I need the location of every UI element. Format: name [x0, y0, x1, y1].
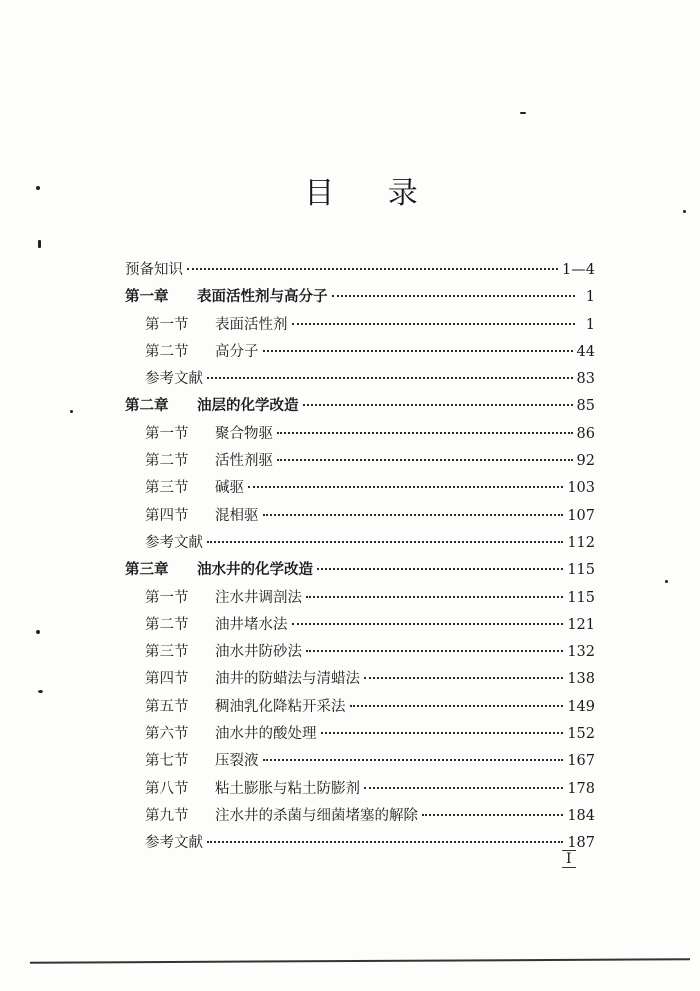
toc-entry-number: 第一节 — [145, 316, 189, 333]
toc-page-number: 107 — [567, 507, 595, 524]
toc-entry-title: 参考文献 — [145, 371, 203, 388]
toc-entry-label — [145, 340, 259, 361]
toc-entry-title: 油井堵水法 — [215, 616, 288, 633]
toc-section-entry[interactable] — [125, 640, 595, 667]
dot-leader — [303, 404, 573, 406]
toc-entry-title: 混相驱 — [215, 507, 259, 524]
toc-entry-title: 油层的化学改造 — [197, 397, 299, 415]
table-of-contents — [125, 258, 595, 859]
toc-entry-title: 注水井的杀菌与细菌堵塞的解除 — [215, 807, 418, 824]
toc-section-entry[interactable] — [125, 831, 595, 858]
dot-leader — [317, 568, 563, 570]
toc-entry-title: 油井的防蜡法与清蜡法 — [215, 671, 360, 688]
dot-leader — [292, 623, 564, 625]
toc-section-entry[interactable] — [125, 695, 595, 722]
dot-leader — [248, 486, 563, 488]
toc-page-number: 121 — [567, 616, 595, 633]
dot-leader — [207, 841, 563, 843]
toc-entry-label — [145, 640, 302, 661]
toc-page-number: 138 — [567, 671, 595, 688]
toc-entry-number: 第七节 — [145, 753, 189, 770]
toc-entry-label — [145, 476, 244, 497]
scan-speck — [36, 186, 40, 190]
toc-entry-number: 第四节 — [145, 671, 189, 688]
toc-section-entry[interactable] — [125, 504, 595, 531]
toc-entry-number: 第五节 — [145, 698, 189, 715]
toc-section-entry[interactable] — [125, 476, 595, 503]
toc-entry-label — [145, 749, 259, 770]
toc-entry-label — [145, 777, 360, 798]
toc-page-number: 92 — [576, 453, 595, 470]
toc-section-entry[interactable] — [125, 749, 595, 776]
toc-entry-title: 注水井调剖法 — [215, 589, 302, 606]
toc-section-entry[interactable] — [125, 422, 595, 449]
toc-entry-number: 第一章 — [125, 288, 169, 306]
toc-section-entry[interactable] — [125, 804, 595, 831]
toc-entry-label — [125, 285, 328, 306]
scan-speck — [683, 210, 686, 213]
toc-page-number: 44 — [576, 343, 595, 360]
toc-page-number: 112 — [567, 534, 595, 551]
dot-leader — [350, 705, 564, 707]
dot-leader — [187, 268, 558, 270]
toc-entry-title: 预备知识 — [125, 262, 183, 278]
toc-section-entry[interactable] — [125, 613, 595, 640]
toc-page-number: 115 — [567, 589, 595, 606]
dot-leader — [364, 787, 563, 789]
dot-leader — [207, 541, 563, 543]
toc-entry-title: 油水井防砂法 — [215, 644, 302, 661]
toc-section-entry[interactable] — [125, 586, 595, 613]
toc-entry-title: 油水井的酸处理 — [215, 726, 317, 743]
toc-section-entry[interactable] — [125, 777, 595, 804]
toc-entry-label — [145, 667, 360, 688]
toc-entry-label — [145, 804, 418, 825]
toc-entry-number: 第一节 — [145, 589, 189, 606]
toc-section-entry[interactable] — [125, 667, 595, 694]
toc-section-entry[interactable] — [125, 722, 595, 749]
toc-entry-label — [145, 422, 273, 443]
toc-page-number: 85 — [576, 398, 595, 415]
toc-page-number: 83 — [576, 371, 595, 388]
dot-leader — [277, 432, 573, 434]
toc-entry-title: 参考文献 — [145, 835, 203, 852]
toc-page-number: 1 — [585, 289, 595, 306]
toc-page-number: 152 — [567, 726, 595, 743]
toc-entry-label — [145, 831, 203, 852]
toc-chapter-entry[interactable] — [125, 558, 595, 585]
toc-entry-number: 第八节 — [145, 780, 189, 797]
scan-speck — [36, 630, 40, 634]
toc-page-number: 178 — [567, 780, 595, 797]
page-folio: I — [562, 850, 576, 868]
dot-leader — [306, 650, 563, 652]
toc-page-number: 184 — [567, 807, 595, 824]
toc-entry-number: 第九节 — [145, 807, 189, 824]
toc-page-number: 115 — [567, 562, 595, 579]
toc-section-entry[interactable] — [125, 531, 595, 558]
dot-leader — [321, 732, 564, 734]
toc-entry-label — [145, 367, 203, 388]
scan-speck — [70, 410, 73, 413]
toc-page-number: 149 — [567, 698, 595, 715]
toc-entry-title: 高分子 — [215, 343, 259, 360]
dot-leader — [263, 350, 573, 352]
toc-section-entry[interactable] — [125, 313, 595, 340]
toc-section-entry[interactable] — [125, 340, 595, 367]
toc-chapter-entry[interactable] — [125, 285, 595, 312]
toc-page-number: 86 — [576, 425, 595, 442]
toc-page-number: 1—4 — [562, 262, 595, 278]
dot-leader — [207, 377, 573, 379]
toc-entry-label — [145, 695, 346, 716]
dot-leader — [306, 596, 563, 598]
toc-entry-number: 第三节 — [145, 644, 189, 661]
toc-section-entry[interactable] — [125, 367, 595, 394]
toc-page-number: 1 — [585, 316, 595, 333]
toc-entry-label — [145, 531, 203, 552]
toc-entry-title: 压裂液 — [215, 753, 259, 770]
toc-page-number: 103 — [567, 480, 595, 497]
scan-speck — [38, 240, 41, 248]
scan-speck — [520, 112, 526, 114]
toc-entry-number: 第二章 — [125, 397, 169, 415]
toc-entry-label — [145, 586, 302, 607]
toc-entry-label — [125, 258, 183, 279]
toc-entry-title: 表面活性剂 — [215, 316, 288, 333]
toc-page-number: 187 — [567, 835, 595, 852]
toc-entry-title: 粘土膨胀与粘土防膨剂 — [215, 780, 360, 797]
toc-entry-label — [125, 558, 313, 579]
toc-entry-number: 第三节 — [145, 480, 189, 497]
toc-entry-label — [145, 449, 273, 470]
dot-leader — [277, 459, 573, 461]
toc-entry-title: 活性剂驱 — [215, 453, 273, 470]
toc-page-number: 167 — [567, 753, 595, 770]
toc-entry-number: 第六节 — [145, 726, 189, 743]
toc-entry-number: 第二节 — [145, 453, 189, 470]
scan-speck — [665, 580, 668, 583]
page-title: 目 录 — [304, 176, 440, 211]
toc-entry-number: 第二节 — [145, 616, 189, 633]
toc-entry-number: 第四节 — [145, 507, 189, 524]
dot-leader — [364, 677, 563, 679]
toc-entry-number: 第三章 — [125, 561, 169, 579]
toc-entry-label — [145, 313, 288, 334]
toc-entry-number: 第一节 — [145, 425, 189, 442]
dot-leader — [422, 814, 563, 816]
toc-entry-label — [125, 394, 299, 415]
scan-speck — [38, 690, 43, 693]
toc-entry-label — [145, 504, 259, 525]
toc-entry-title: 油水井的化学改造 — [197, 561, 313, 579]
toc-section-entry[interactable] — [125, 449, 595, 476]
toc-entry-title: 表面活性剂与高分子 — [197, 288, 328, 306]
toc-entry-title: 聚合物驱 — [215, 425, 273, 442]
toc-preface-entry[interactable] — [125, 258, 595, 285]
toc-entry-title: 参考文献 — [145, 534, 203, 551]
toc-page-number: 132 — [567, 644, 595, 661]
toc-chapter-entry[interactable] — [125, 394, 595, 421]
toc-entry-label — [145, 613, 288, 634]
dot-leader — [263, 514, 564, 516]
toc-entry-label — [145, 722, 317, 743]
dot-leader — [332, 295, 576, 297]
toc-entry-title: 稠油乳化降粘开采法 — [215, 698, 346, 715]
dot-leader — [263, 759, 564, 761]
toc-entry-title: 碱驱 — [215, 480, 244, 497]
toc-entry-number: 第二节 — [145, 343, 189, 360]
bottom-rule — [30, 958, 690, 963]
dot-leader — [292, 323, 576, 325]
